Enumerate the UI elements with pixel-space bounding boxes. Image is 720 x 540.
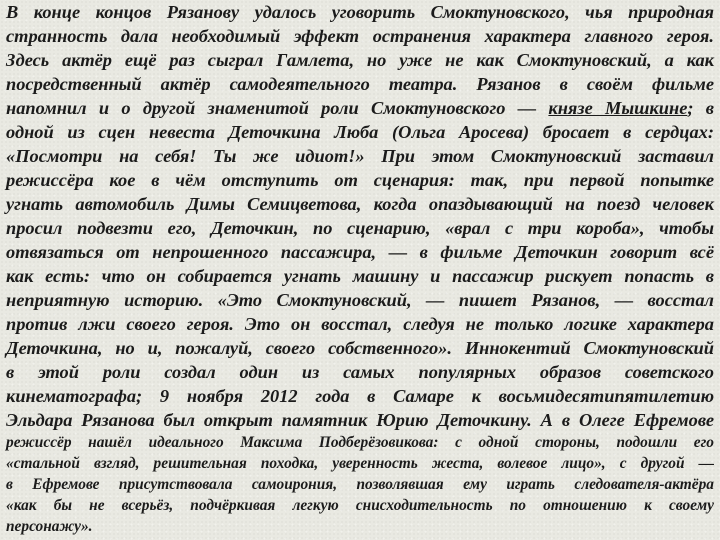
text-line: в Ефремове присутствовала самоирония, позволявшая ему играть следователя-актёра bbox=[6, 476, 714, 493]
text-line: странность дала необходимый эффект остранения характера главного героя. bbox=[6, 26, 714, 46]
text-line: «стальной взгляд, решительная походка, уверенность жеста, волевое лицо», с другой — bbox=[6, 455, 714, 472]
text-segment: напомнил и о другой знаменитой роли Смоктуновского — bbox=[6, 98, 549, 118]
text-line: в этой роли создал один из самых популярных образов советского bbox=[6, 362, 714, 382]
text-line: В конце концов Рязанову удалось уговорить Смоктуновского, чья природная bbox=[6, 2, 714, 22]
text-line: режиссёра кое в чём отступить от сценария: так, при первой попытке bbox=[6, 170, 714, 190]
article-text bbox=[6, 0, 714, 537]
text-line: Эльдара Рязанова был открыт памятник Юрию Деточкину. А в Олеге Ефремове bbox=[6, 410, 714, 430]
text-segment: ; в bbox=[687, 98, 714, 118]
text-line: как есть: что он собирается угнать машину и пассажир рискует попасть в bbox=[6, 266, 714, 286]
text-line: Здесь актёр ещё раз сыграл Гамлета, но уже не как Смоктуновский, а как bbox=[6, 50, 714, 70]
myshkin-link[interactable]: князе Мышкине bbox=[548, 98, 688, 118]
text-line: против лжи своего героя. Это он восстал, следуя не только логике характера bbox=[6, 314, 714, 334]
text-line: режиссёр нашёл идеального Максима Подберёзовикова: с одной стороны, подошли его bbox=[6, 434, 714, 451]
text-line: посредственный актёр самодеятельного театра. Рязанов в своём фильме bbox=[6, 74, 714, 94]
text-line: «Посмотри на себя! Ты же идиот!» При этом Смоктуновский заставил bbox=[6, 146, 714, 166]
text-line: угнать автомобиль Димы Семицветова, когда опаздывающий на поезд человек bbox=[6, 194, 714, 214]
text-line: просил подвезти его, Деточкин, по сценарию, «врал с три короба», чтобы bbox=[6, 218, 714, 238]
text-line: отвязаться от непрошенного пассажира, — в фильме Деточкин говорит всё bbox=[6, 242, 714, 262]
text-line: Деточкина, но и, пожалуй, своего собственного». Иннокентий Смоктуновский bbox=[6, 338, 714, 358]
text-line: персонажу». bbox=[6, 518, 93, 535]
text-line: «как бы не всерьёз, подчёркивая легкую снисходительность по отношению к своему bbox=[6, 497, 714, 514]
text-line-with-link bbox=[6, 96, 714, 120]
text-line: неприятную историю. «Это Смоктуновский, — пишет Рязанов, — восстал bbox=[6, 290, 714, 310]
text-line: кинематографа; 9 ноября 2012 года в Самаре к восьмидесятипятилетию bbox=[6, 386, 714, 406]
text-line: одной из сцен невеста Деточкина Люба (Ольга Аросева) бросает в сердцах: bbox=[6, 122, 714, 142]
